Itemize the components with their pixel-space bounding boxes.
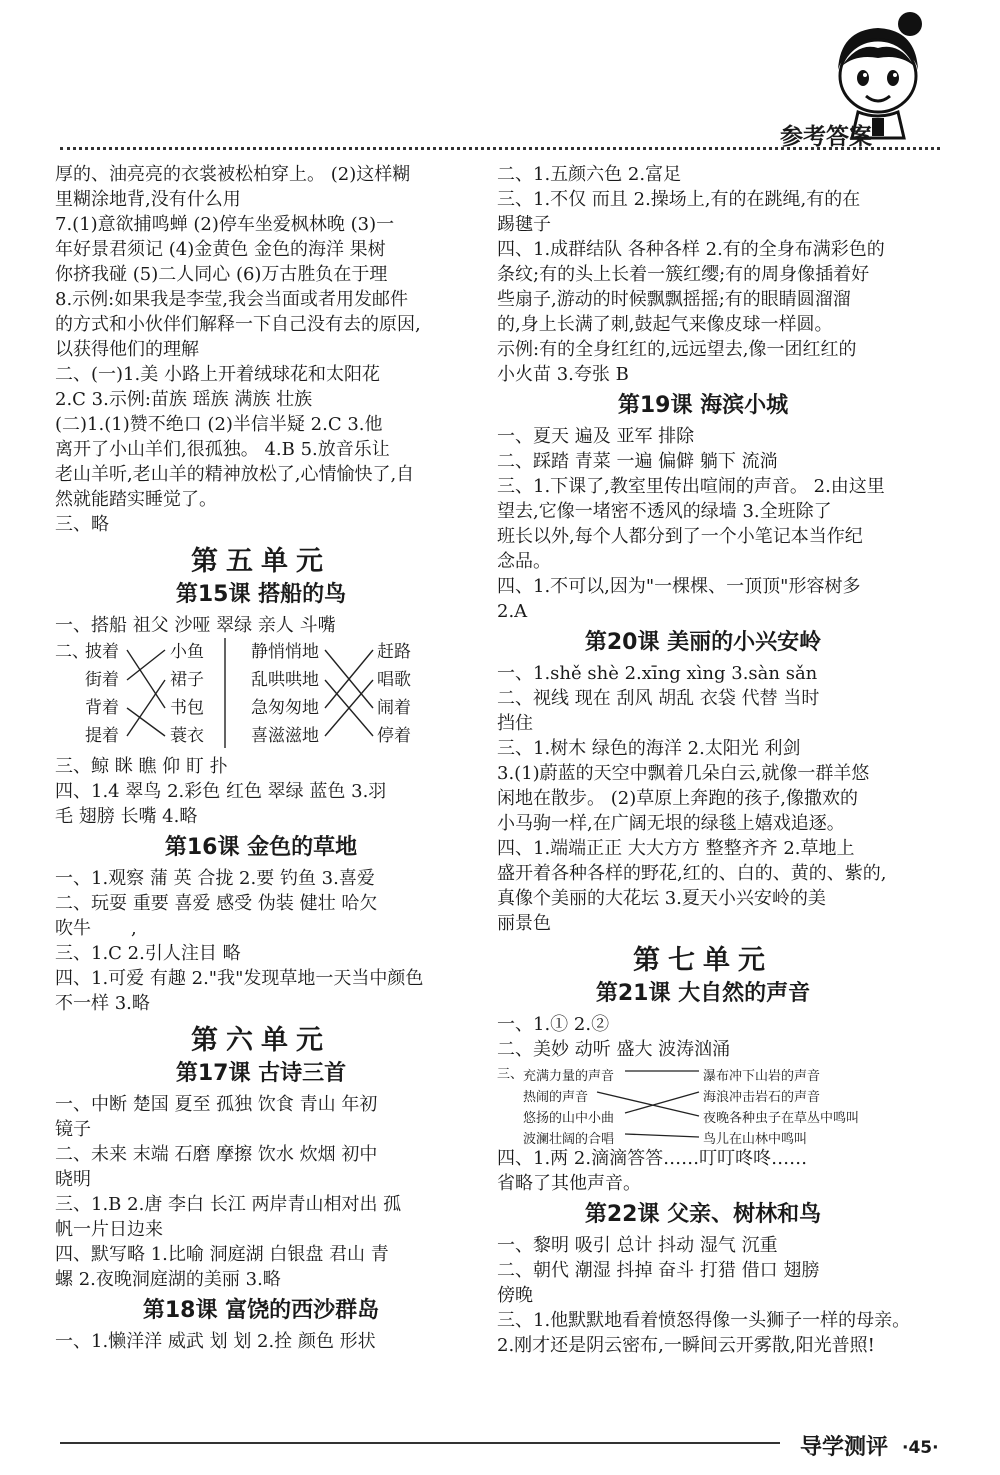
answer-line: 三、1.他默默地看着愤怒得像一头狮子一样的母亲。 (497, 1310, 911, 1331)
answer-line: 一、1.shě shè 2.xīng xìng 3.sàn sǎn (497, 663, 818, 684)
lesson-heading: 第15课 搭船的鸟 (175, 582, 347, 607)
answer-line: 真像个美丽的大花坛 3.夏天小兴安岭的美 (497, 888, 826, 909)
match-prefix: 二、 (55, 642, 89, 662)
answer-line: 傍晚 (497, 1285, 533, 1306)
answer-line: 二、视线 现在 刮风 胡乱 衣袋 代替 当时 (497, 688, 820, 709)
answer-line: 不一样 3.略 (55, 993, 150, 1014)
lesson-heading: 第17课 古诗三首 (175, 1061, 347, 1086)
answer-line: 三、鲸 眯 瞧 仰 盯 扑 (55, 756, 228, 777)
answer-line: 你挤我碰 (5)二人同心 (6)万古胜负在于理 (55, 264, 388, 285)
answer-line: 2.刚才还是阴云密布,一瞬间云开雾散,阳光普照! (497, 1335, 875, 1356)
answer-line: 班长以外,每个人都分到了一个小笔记本当作纪 (497, 526, 863, 547)
sound-item: 波澜壮阔的合唱 (523, 1132, 615, 1147)
matching-exercise (55, 638, 467, 754)
answer-line: 3.(1)蔚蓝的天空中飘着几朵白云,就像一群羊悠 (497, 763, 870, 784)
lesson-heading: 第19课 海滨小城 (617, 393, 789, 418)
answer-line: (二)1.(1)赞不绝口 (2)半信半疑 2.C 3.他 (55, 414, 383, 435)
page-number: ·45· (902, 1438, 939, 1458)
answer-line: 闲地在散步。 (2)草原上奔跑的孩子,像撒欢的 (497, 788, 858, 809)
unit-heading: 第七单元 (633, 945, 773, 976)
answer-line: 二、未来 末端 石磨 摩擦 饮水 炊烟 初中 (55, 1144, 378, 1165)
answer-line: 四、1.不可以,因为"一棵棵、一顶顶"形容树多 (497, 576, 861, 597)
sound-item: 夜晚各种虫子在草丛中鸣叫 (703, 1111, 860, 1126)
unit-heading: 第六单元 (191, 1025, 331, 1056)
answer-line: 念品。 (497, 551, 551, 572)
answer-line: 三、1.下课了,教室里传出喧闹的声音。 2.由这里 (497, 476, 885, 497)
answer-line: 四、1.4 翠鸟 2.彩色 红色 翠绿 蓝色 3.羽 (55, 781, 387, 802)
answer-line: 二、1.五颜六色 2.富足 (497, 164, 682, 185)
answer-line: 一、夏天 遍及 亚军 排除 (497, 426, 695, 447)
answer-line: 一、黎明 吸引 总计 抖动 湿气 沉重 (497, 1235, 778, 1256)
lesson-heading: 第18课 富饶的西沙群岛 (142, 1298, 380, 1323)
footer-divider (60, 1442, 780, 1444)
answer-line: 挡住 (497, 713, 533, 734)
match-item: 静悄悄地 (251, 642, 319, 662)
answer-line: 8.示例:如果我是李莹,我会当面或者用发邮件 (55, 289, 408, 310)
answer-line: 2.C 3.示例:苗族 瑶族 满族 壮族 (55, 389, 313, 410)
header-divider (60, 147, 940, 150)
answer-line: 四、1.可爱 有趣 2."我"发现草地一天当中颜色 (55, 968, 424, 989)
lesson-heading: 第16课 金色的草地 (164, 835, 358, 860)
answer-line: 离开了小山羊们,很孤独。 4.B 5.放音乐让 (55, 439, 390, 460)
lesson-heading: 第20课 美丽的小兴安岭 (584, 630, 822, 655)
match-item: 披着 (85, 642, 119, 662)
match-item: 蓑衣 (170, 726, 204, 746)
answer-line: 二、玩耍 重要 喜爱 感受 伪装 健壮 哈欠 (55, 893, 378, 914)
answer-line: 二、(一)1.美 小路上开着绒球花和太阳花 (55, 364, 380, 385)
footer-brand: 导学测评 (800, 1435, 889, 1460)
lesson-heading: 第22课 父亲、树林和鸟 (584, 1202, 822, 1227)
unit-heading: 第五单元 (191, 546, 331, 577)
answer-line: 一、1.① 2.② (497, 1014, 610, 1035)
match-item: 急匆匆地 (251, 698, 319, 718)
page-header-title: 参考答案 (780, 124, 872, 150)
right-column (497, 162, 909, 1358)
match-item: 书包 (170, 698, 204, 718)
answer-line: 二、踩踏 青菜 一遍 偏僻 躺下 流淌 (497, 451, 778, 472)
answer-line: 吹牛 , (55, 918, 137, 939)
answer-line: 晓明 (55, 1169, 91, 1190)
answer-line: 一、搭船 祖父 沙哑 翠绿 亲人 斗嘴 (55, 615, 336, 636)
answer-line: 省略了其他声音。 (497, 1173, 641, 1194)
answer-line: 厚的、油亮亮的衣裳被松柏穿上。 (2)这样糊 (55, 164, 411, 185)
answer-line: 里糊涂地背,没有什么用 (55, 189, 241, 210)
answer-line: 小马驹一样,在广阔无垠的绿毯上嬉戏追逐。 (497, 813, 845, 834)
answer-line: 2.A (497, 601, 528, 622)
match-item: 乱哄哄地 (251, 670, 319, 690)
sound-item: 鸟儿在山林中鸣叫 (703, 1132, 808, 1147)
answer-line: 以获得他们的理解 (55, 339, 199, 360)
answer-line: 盛开着各种各样的野花,红的、白的、黄的、紫的, (497, 863, 887, 884)
answer-line: 条纹;有的头上长着一簇红缨;有的周身像插着好 (497, 264, 870, 285)
match-item: 赶路 (377, 642, 411, 662)
answer-line: 一、中断 楚国 夏至 孤独 饮食 青山 年初 (55, 1094, 378, 1115)
match-item: 喜滋滋地 (251, 726, 319, 746)
match-item: 街着 (85, 670, 119, 690)
answer-line: 帆一片日边来 (55, 1219, 163, 1240)
match-item: 背着 (85, 698, 119, 718)
answer-line: 三、1.不仅 而且 2.操场上,有的在跳绳,有的在 (497, 189, 861, 210)
sound-item: 海浪冲击岩石的声音 (703, 1090, 821, 1105)
sound-item: 充满力量的声音 (523, 1069, 615, 1084)
answer-line: 望去,它像一堵密不透风的绿墙 3.全班除了 (497, 501, 832, 522)
match-item: 闹着 (377, 698, 411, 718)
answer-line: 四、1.两 2.滴滴答答……叮叮咚咚…… (497, 1148, 808, 1169)
answer-line: 示例:有的全身红红的,远远望去,像一团红红的 (497, 339, 857, 360)
answer-line: 丽景色 (497, 913, 551, 934)
answer-line: 的,身上长满了刺,鼓起气来像皮球一样圆。 (497, 314, 833, 335)
answer-line: 螺 2.夜晚洞庭湖的美丽 3.略 (55, 1269, 281, 1290)
answer-line: 三、1.C 2.引人注目 略 (55, 943, 241, 964)
sound-prefix: 三、 (497, 1067, 524, 1082)
match-item: 唱歌 (377, 670, 411, 690)
answer-line: 镜子 (55, 1119, 91, 1140)
answer-line: 三、1.B 2.唐 李白 长江 两岸青山相对出 孤 (55, 1194, 402, 1215)
answer-line: 老山羊听,老山羊的精神放松了,心情愉快了,自 (55, 464, 415, 485)
answer-line: 四、默写略 1.比喻 洞庭湖 白银盘 君山 青 (55, 1244, 389, 1265)
sound-item: 热闹的声音 (523, 1090, 589, 1105)
sound-item: 悠扬的山中小曲 (523, 1111, 615, 1126)
match-item: 小鱼 (170, 642, 204, 662)
answer-line: 年好景君须记 (4)金黄色 金色的海洋 果树 (55, 239, 386, 260)
answer-line: 四、1.端端正正 大大方方 整整齐齐 2.草地上 (497, 838, 855, 859)
answer-line: 二、朝代 潮湿 抖掉 奋斗 打猎 借口 翅膀 (497, 1260, 820, 1281)
match-item: 停着 (377, 726, 411, 746)
answer-line: 的方式和小伙伴们解释一下自己没有去的原因, (55, 314, 421, 335)
match-item: 裙子 (170, 670, 204, 690)
answer-line: 三、1.树木 绿色的海洋 2.太阳光 利剑 (497, 738, 801, 759)
answer-line: 一、1.观察 蒲 英 合拢 2.要 钓鱼 3.喜爱 (55, 868, 375, 889)
answer-line: 三、略 (55, 514, 109, 535)
sound-item: 瀑布冲下山岩的声音 (703, 1069, 821, 1084)
answer-line: 7.(1)意欲捕鸣蝉 (2)停车坐爱枫林晚 (3)一 (55, 214, 395, 235)
match-item: 提着 (85, 726, 119, 746)
answer-line: 毛 翅膀 长嘴 4.略 (55, 806, 198, 827)
answer-line: 四、1.成群结队 各种各样 2.有的全身布满彩色的 (497, 239, 885, 260)
answer-line: 些扇子,游动的时候飘飘摇摇;有的眼睛圆溜溜 (497, 289, 851, 310)
answer-line: 踢毽子 (497, 214, 551, 235)
sound-matching-exercise (497, 1062, 909, 1146)
answer-line: 一、1.懒洋洋 威武 划 划 2.拴 颜色 形状 (55, 1331, 376, 1352)
lesson-heading: 第21课 大自然的声音 (595, 981, 811, 1006)
answer-line: 二、美妙 动听 盛大 波涛汹涌 (497, 1039, 731, 1060)
answer-line: 然就能踏实睡觉了。 (55, 489, 217, 510)
answer-line: 小火苗 3.夸张 B (497, 364, 629, 385)
left-column (55, 162, 467, 1354)
